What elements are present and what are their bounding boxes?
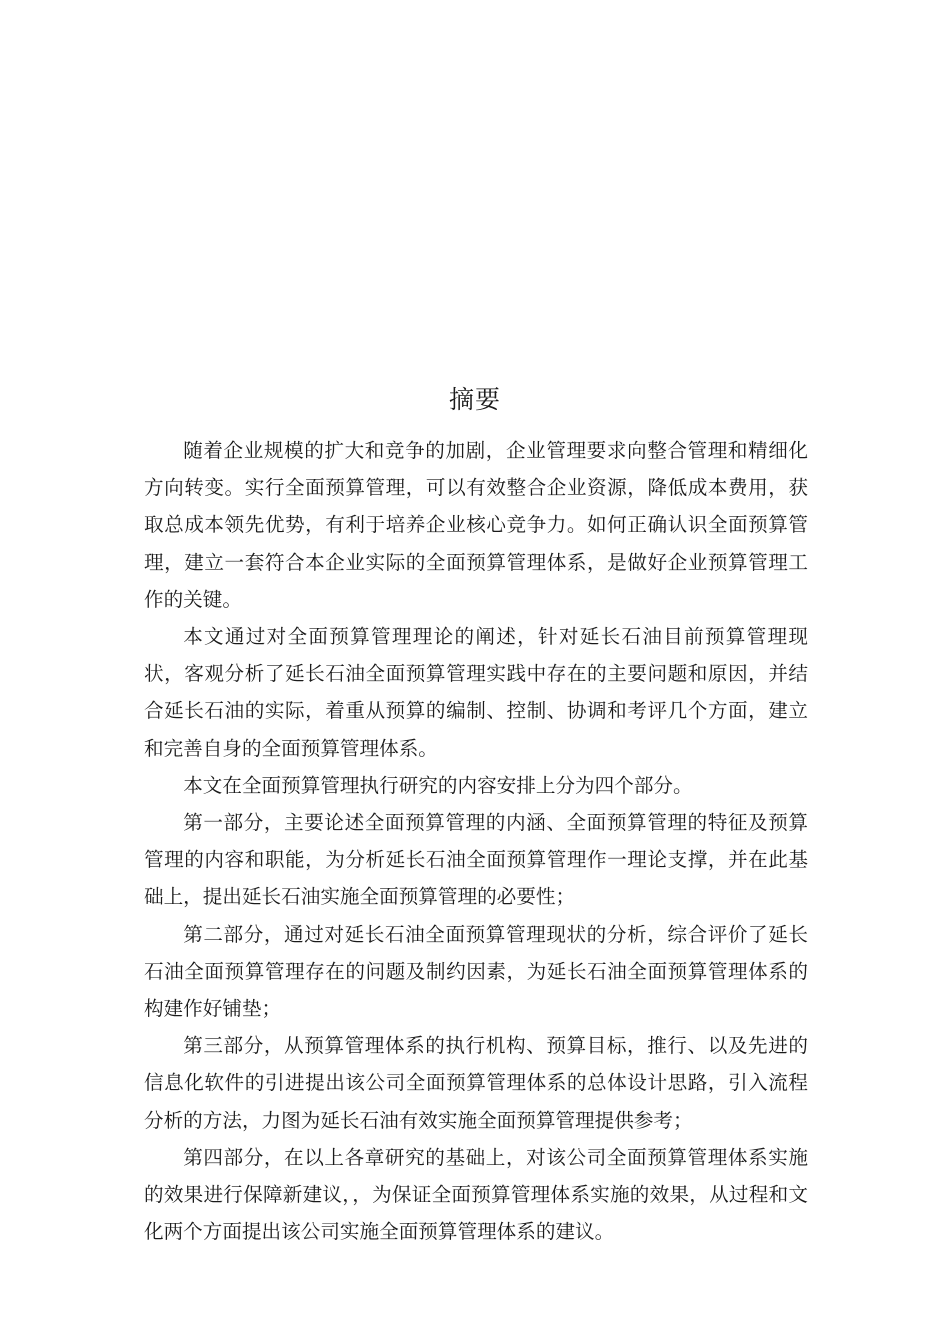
paragraph-7: 第四部分，在以上各章研究的基础上，对该公司全面预算管理体系实施的效果进行保障新建议，，为保证全面预算管理体系实施的效果，从过程和文化两个方面提出该公司实施全面预算管理体系的建议。 bbox=[144, 1145, 808, 1244]
abstract-body bbox=[144, 432, 808, 1250]
paragraph-3: 本文在全面预算管理执行研究的内容安排上分为四个部分。 bbox=[183, 773, 693, 797]
paragraph-6: 第三部分，从预算管理体系的执行机构、预算目标，推行、以及先进的信息化软件的引进提出该公司全面预算管理体系的总体设计思路，引入流程分析的方法，力图为延长石油有效实施全面预算管理提供参考； bbox=[144, 1034, 808, 1132]
paragraph-2: 本文通过对全面预算管理理论的阐述，针对延长石油目前预算管理现状，客观分析了延长石油全面预算管理实践中存在的主要问题和原因，并结合延长石油的实际，着重从预算的编制、控制、协调和考评几个方面，建立和完善自身的全面预算管理体系。 bbox=[144, 625, 808, 760]
paragraph-1: 随着企业规模的扩大和竞争的加剧，企业管理要求向整合管理和精细化方向转变。实行全面预算管理，可以有效整合企业资源，降低成本费用，获取总成本领先优势，有利于培养企业核心竞争力。如何正确认识全面预算管理，建立一套符合本企业实际的全面预算管理体系，是做好企业预算管理工作的关键。 bbox=[144, 439, 808, 611]
paragraph-4: 第一部分，主要论述全面预算管理的内涵、全面预算管理的特征及预算管理的内容和职能，为分析延长石油全面预算管理作一理论支撑，并在此基础上，提出延长石油实施全面预算管理的必要性； bbox=[144, 811, 808, 909]
page-title: 摘要 bbox=[448, 385, 501, 414]
paragraph-5: 第二部分，通过对延长石油全面预算管理现状的分析，综合评价了延长石油全面预算管理存在的问题及制约因素，为延长石油全面预算管理体系的构建作好铺垫； bbox=[144, 922, 808, 1021]
